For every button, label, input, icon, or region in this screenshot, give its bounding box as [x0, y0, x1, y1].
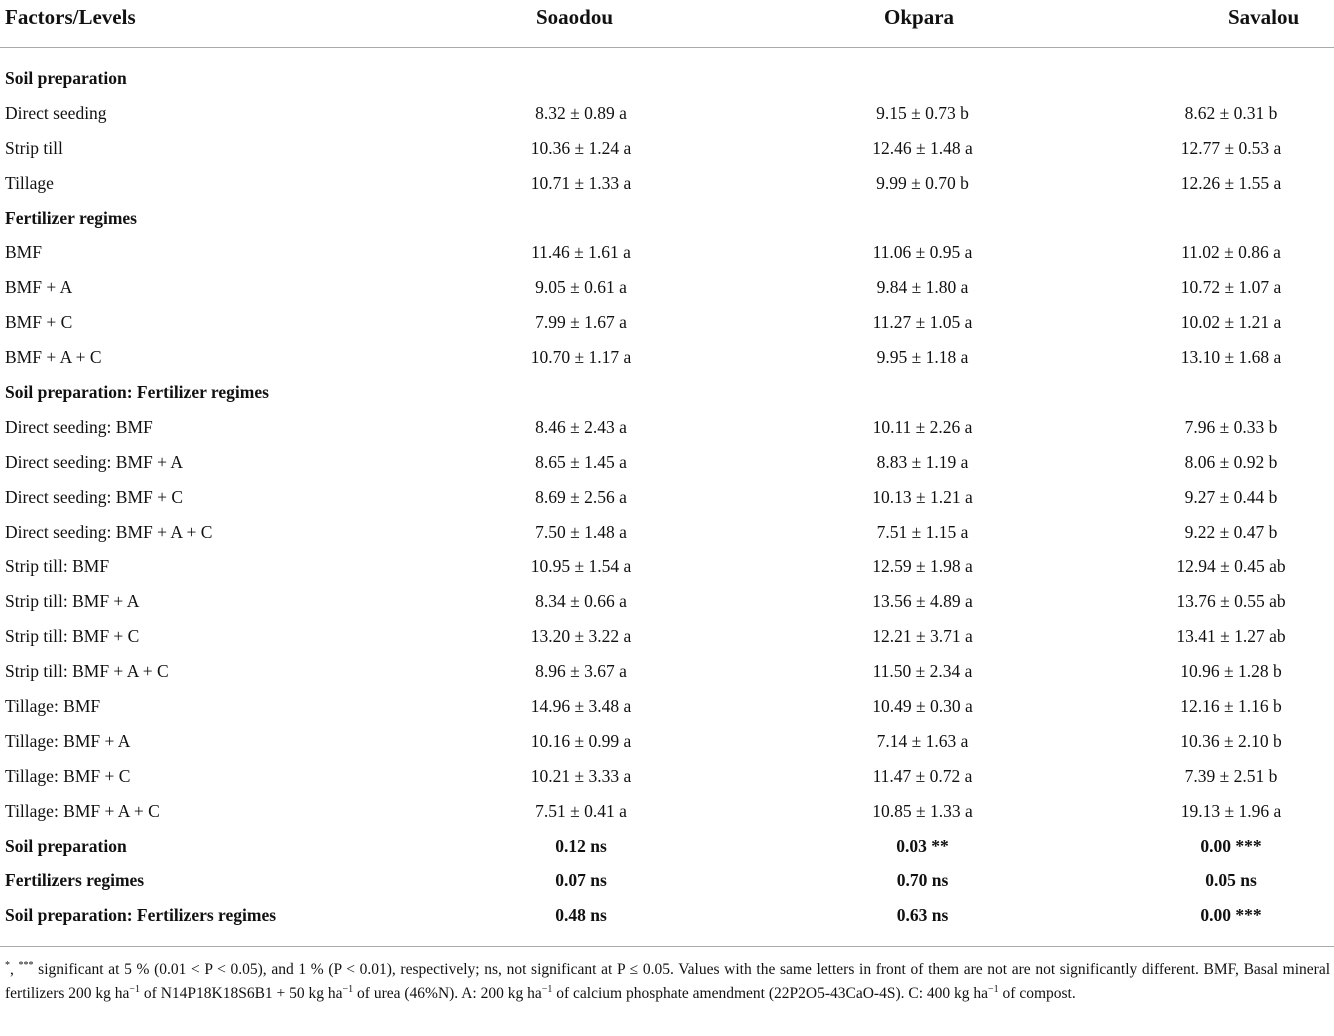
- cell-okpara: 12.21 ± 3.71 a: [872, 626, 973, 647]
- cell-savalou: 10.36 ± 2.10 b: [1180, 730, 1282, 751]
- section-row: [0, 898, 1334, 933]
- cell-soaodou: 10.21 ± 3.33 a: [530, 765, 632, 786]
- cell-soaodou: 0.07 ns: [555, 870, 607, 891]
- cell-soaodou: 7.51 ± 0.41 a: [535, 800, 627, 821]
- header-okpara: Okpara: [884, 5, 955, 29]
- footnote-symbol-triple-star: ***: [18, 959, 34, 971]
- cell-savalou: 9.22 ± 0.47 b: [1184, 521, 1278, 542]
- cell-savalou: 12.77 ± 0.53 a: [1180, 137, 1282, 158]
- cell-savalou: 10.72 ± 1.07 a: [1180, 277, 1282, 298]
- cell-okpara: 9.95 ± 1.18 a: [876, 347, 969, 368]
- footnote-exponent: −1: [342, 983, 354, 995]
- cell-savalou: [1128, 61, 1334, 96]
- cell-savalou: 11.02 ± 0.86 a: [1181, 242, 1281, 263]
- cell-soaodou: 13.20 ± 3.22 a: [530, 626, 632, 647]
- row-label: Strip till: BMF: [5, 556, 110, 577]
- results-table: [0, 61, 1334, 933]
- table-row: [0, 166, 1334, 201]
- cell-savalou: 19.13 ± 1.96 a: [1180, 800, 1282, 821]
- cell-soaodou: 9.05 ± 0.61 a: [535, 277, 627, 298]
- cell-soaodou: 11.46 ± 1.61 a: [531, 242, 631, 263]
- cell-okpara: 0.63 ns: [896, 905, 949, 926]
- section-row: [0, 201, 1334, 236]
- row-label: Tillage: BMF + C: [5, 765, 131, 786]
- header-soaodou: Soaodou: [536, 5, 614, 29]
- table-row: [0, 340, 1334, 375]
- footnote-text-part1: significant at 5 % (0.01 < P < 0.05), and 1 % (P < 0.01), respectively; ns, not significant at P ≤ 0.05. Values with the same letters in front of them are not are not significantly different. BMF, Basal mineral fertilizers 200 kg ha: [5, 961, 1331, 1002]
- row-label: Strip till: BMF + C: [5, 626, 140, 647]
- table-row: [0, 410, 1334, 445]
- cell-okpara: 9.99 ± 0.70 b: [876, 172, 969, 193]
- cell-savalou: 12.16 ± 1.16 b: [1180, 695, 1282, 716]
- row-label: Fertilizers regimes: [5, 870, 145, 891]
- cell-savalou: 8.62 ± 0.31 b: [1184, 102, 1278, 123]
- cell-okpara: 0.70 ns: [896, 870, 949, 891]
- table-row: [0, 270, 1334, 305]
- row-label: BMF + C: [5, 312, 73, 333]
- cell-okpara: 9.84 ± 1.80 a: [876, 277, 969, 298]
- row-label: BMF: [5, 242, 42, 263]
- cell-soaodou: 10.70 ± 1.17 a: [530, 347, 632, 368]
- cell-okpara: 7.14 ± 1.63 a: [876, 730, 969, 751]
- cell-soaodou: 10.16 ± 0.99 a: [530, 730, 632, 751]
- cell-savalou: 12.26 ± 1.55 a: [1180, 172, 1282, 193]
- cell-soaodou: 8.32 ± 0.89 a: [535, 102, 627, 123]
- section-row: [0, 375, 1334, 410]
- table-row: [0, 549, 1334, 584]
- footer-rule: [0, 946, 1334, 947]
- row-label: Tillage: BMF + A: [5, 730, 131, 751]
- cell-okpara: 12.59 ± 1.98 a: [872, 556, 973, 577]
- cell-okpara: 10.49 ± 0.30 a: [872, 695, 973, 716]
- table-body: [0, 61, 1334, 933]
- cell-okpara: 0.03 **: [896, 835, 949, 856]
- cell-savalou: [1128, 375, 1334, 410]
- table-row: [0, 584, 1334, 619]
- cell-soaodou: [445, 61, 717, 96]
- table-row: [0, 445, 1334, 480]
- footnote-symbol-star: *: [5, 959, 10, 971]
- cell-okpara: [717, 201, 1128, 236]
- cell-soaodou: 10.71 ± 1.33 a: [530, 172, 632, 193]
- cell-savalou: 9.27 ± 0.44 b: [1184, 486, 1278, 507]
- footnote-text-part2: of N14P18K18S6B1 + 50 kg ha: [140, 985, 343, 1002]
- cell-soaodou: 0.48 ns: [555, 905, 607, 926]
- section-row: [0, 829, 1334, 864]
- cell-okpara: 10.13 ± 1.21 a: [872, 486, 973, 507]
- row-label: Soil preparation: Fertilizers regimes: [5, 905, 277, 926]
- cell-okpara: 11.47 ± 0.72 a: [872, 765, 973, 786]
- cell-okpara: 8.83 ± 1.19 a: [876, 451, 969, 472]
- row-label: BMF + A: [5, 277, 73, 298]
- footnote-separator: ,: [10, 961, 19, 978]
- row-label: Fertilizer regimes: [5, 207, 137, 228]
- row-label: Direct seeding: BMF + C: [5, 486, 184, 507]
- cell-okpara: 12.46 ± 1.48 a: [872, 137, 973, 158]
- cell-savalou: 10.02 ± 1.21 a: [1180, 312, 1282, 333]
- row-label: Tillage: BMF: [5, 695, 101, 716]
- cell-soaodou: 8.96 ± 3.67 a: [535, 661, 627, 682]
- footnote-exponent: −1: [541, 983, 553, 995]
- footnote-text-part5: of compost.: [998, 985, 1076, 1002]
- cell-savalou: 13.41 ± 1.27 ab: [1176, 626, 1286, 647]
- cell-soaodou: [445, 375, 717, 410]
- row-label: Direct seeding: BMF + A: [5, 451, 184, 472]
- table-row: [0, 235, 1334, 270]
- cell-okpara: [717, 375, 1128, 410]
- cell-soaodou: 8.46 ± 2.43 a: [535, 416, 627, 437]
- cell-soaodou: 8.69 ± 2.56 a: [535, 486, 627, 507]
- cell-okpara: 7.51 ± 1.15 a: [876, 521, 969, 542]
- cell-okpara: 13.56 ± 4.89 a: [872, 591, 973, 612]
- row-label: Tillage: [5, 172, 54, 193]
- cell-savalou: [1128, 201, 1334, 236]
- row-label: Soil preparation: Fertilizer regimes: [5, 381, 269, 402]
- row-label: Direct seeding: BMF + A + C: [5, 521, 213, 542]
- cell-soaodou: 14.96 ± 3.48 a: [530, 695, 632, 716]
- row-label: Strip till: BMF + A: [5, 591, 140, 612]
- cell-savalou: 12.94 ± 0.45 ab: [1176, 556, 1286, 577]
- cell-savalou: 0.00 ***: [1200, 835, 1262, 856]
- section-row: [0, 61, 1334, 96]
- cell-okpara: 11.06 ± 0.95 a: [872, 242, 973, 263]
- footnote-exponent: −1: [988, 983, 999, 995]
- cell-soaodou: [445, 201, 717, 236]
- cell-savalou: 0.05 ns: [1205, 870, 1257, 891]
- cell-okpara: 11.50 ± 2.34 a: [872, 661, 973, 682]
- header-rule: [0, 47, 1334, 48]
- cell-savalou: 7.96 ± 0.33 b: [1184, 416, 1278, 437]
- footnote-text-part4: of calcium phosphate amendment (22P2O5-43CaO-4S). C: 400 kg ha: [552, 985, 989, 1002]
- table-row: [0, 619, 1334, 654]
- row-label: Direct seeding: BMF: [5, 416, 153, 437]
- table-row: [0, 305, 1334, 340]
- table-row: [0, 515, 1334, 550]
- cell-soaodou: 7.99 ± 1.67 a: [535, 312, 627, 333]
- cell-soaodou: 0.12 ns: [555, 835, 607, 856]
- row-label: Direct seeding: [5, 102, 107, 123]
- row-label: Strip till: BMF + A + C: [5, 661, 169, 682]
- table-row: [0, 794, 1334, 829]
- cell-savalou: 0.00 ***: [1200, 905, 1262, 926]
- table-row: [0, 131, 1334, 166]
- cell-savalou: 13.76 ± 0.55 ab: [1176, 591, 1286, 612]
- footnote-exponent: −1: [129, 983, 141, 995]
- header-savalou: Savalou: [1228, 5, 1300, 29]
- table-row: [0, 480, 1334, 515]
- cell-okpara: [717, 61, 1128, 96]
- footnote-text-part3: of urea (46%N). A: 200 kg ha: [353, 985, 542, 1002]
- cell-soaodou: 8.65 ± 1.45 a: [535, 451, 627, 472]
- cell-savalou: 10.96 ± 1.28 b: [1180, 661, 1282, 682]
- table-footnote: [5, 958, 1330, 1006]
- table-row: [0, 654, 1334, 689]
- cell-okpara: 10.85 ± 1.33 a: [872, 800, 973, 821]
- cell-savalou: 13.10 ± 1.68 a: [1180, 347, 1282, 368]
- table-row: [0, 689, 1334, 724]
- row-label: Strip till: [5, 137, 63, 158]
- row-label: Soil preparation: [5, 835, 127, 856]
- table-row: [0, 759, 1334, 794]
- row-label: Tillage: BMF + A + C: [5, 800, 160, 821]
- table-row: [0, 724, 1334, 759]
- cell-okpara: 11.27 ± 1.05 a: [872, 312, 973, 333]
- row-label: Soil preparation: [5, 67, 127, 88]
- row-label: BMF + A + C: [5, 347, 102, 368]
- cell-soaodou: 7.50 ± 1.48 a: [535, 521, 627, 542]
- section-row: [0, 863, 1334, 898]
- cell-soaodou: 10.95 ± 1.54 a: [530, 556, 632, 577]
- cell-okpara: 9.15 ± 0.73 b: [876, 102, 969, 123]
- table-row: [0, 96, 1334, 131]
- cell-soaodou: 8.34 ± 0.66 a: [535, 591, 627, 612]
- cell-savalou: 8.06 ± 0.92 b: [1184, 451, 1278, 472]
- header-factors-levels: Factors/Levels: [5, 5, 136, 29]
- cell-savalou: 7.39 ± 2.51 b: [1184, 765, 1278, 786]
- cell-soaodou: 10.36 ± 1.24 a: [530, 137, 632, 158]
- cell-okpara: 10.11 ± 2.26 a: [872, 416, 973, 437]
